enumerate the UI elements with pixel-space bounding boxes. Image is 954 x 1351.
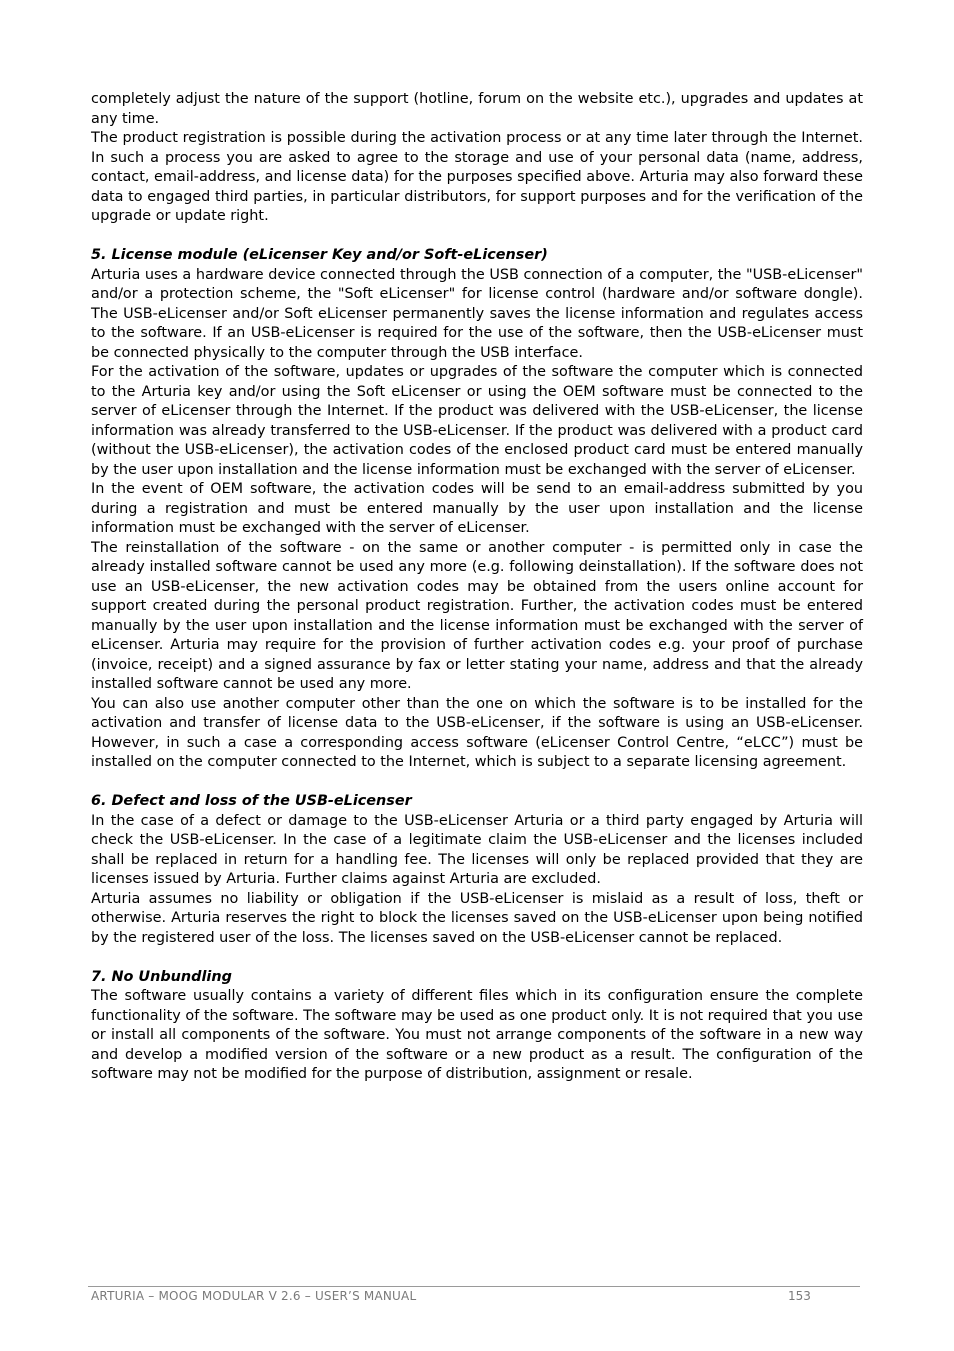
section-heading: 5. License module (eLicenser Key and/or Soft-eLicenser) [91,247,548,263]
section-paragraph: In the event of OEM software, the activation codes will be send to an email-address submitted by you during a registration and must be entered manually by the user upon installation and the license information must be exchanged with the server of eLicenser. [91,481,863,536]
section-defect-loss [91,792,863,948]
section-license-module [91,246,863,773]
intro-paragraph: The product registration is possible during the activation process or at any time later through the Internet. In such a process you are asked to agree to the storage and use of your personal data (name, address, contact, email-address, and license data) for the purposes specified above. Arturia may also forward these data to engaged third parties, in particular distributors, for support purposes and for the verification of the upgrade or update right. [91,130,863,224]
section-paragraph: For the activation of the software, updates or upgrades of the software the computer which is connected to the Arturia key and/or using the Soft eLicenser or using the OEM software must be connected to the server of eLicenser through the Internet. If the product was delivered with the USB-eLicenser, the license information was already transferred to the USB-eLicenser. If the product was delivered with a product card (without the USB-eLicenser), the activation codes of the enclosed product card must be entered manually by the user upon installation and the license information must be exchanged with the server of eLicenser. [91,364,863,478]
section-heading: 7. No Unbundling [91,968,232,985]
section-heading: 6. Defect and loss of the USB-eLicenser [91,793,412,809]
section-no-unbundling [91,968,863,1085]
section-paragraph: The reinstallation of the software - on the same or another computer - is permitted only in case the already installed software cannot be used any more (e.g. following deinstallation). If the software does not use an USB-eLicenser, the new activation codes may be obtained from the users online account for support created during the personal product registration. Further, the activation codes must be entered manually by the user upon installation and the license information must be exchanged with the server of eLicenser. Arturia may require for the provision of further activation codes e.g. your proof of purchase (invoice, receipt) and a signed assurance by fax or letter stating your name, address and that the already installed software cannot be used any more. [91,539,863,692]
intro-paragraph: completely adjust the nature of the support (hotline, forum on the website etc.), upgrades and updates at any time. [91,91,863,127]
intro-block [91,90,863,227]
section-paragraph: Arturia assumes no liability or obligation if the USB-eLicenser is mislaid as a result of loss, theft or otherwise. Arturia reserves the right to block the licenses saved on the USB-eLicenser upon being notified by the registered user of the loss. The licenses saved on the USB-eLicenser cannot be replaced. [91,890,863,946]
section-paragraph: The software usually contains a variety of different files which in its configuration ensure the complete functionality of the software. The software may be used as one product only. It is not required that you use or install all components of the software. You must not arrange components of the software in a new way and develop a modified version of the software or a new product as a result. The configuration of the software may not be modified for the purpose of distribution, assignment or resale. [91,988,863,1082]
footer-divider [88,1286,860,1287]
page-number: 153 [788,1289,811,1303]
section-paragraph: In the case of a defect or damage to the USB-eLicenser Arturia or a third party engaged by Arturia will check the USB-eLicenser. In the case of a legitimate claim the USB-eLicenser and the licenses included shall be replaced in return for a handling fee. The licenses will only be replaced provided that they are licenses issued by Arturia. Further claims against Arturia are excluded. [91,812,863,887]
section-paragraph: You can also use another computer other than the one on which the software is to be installed for the activation and transfer of license data to the USB-eLicenser, if the software is using an USB-eLicenser. However, in such a case a corresponding access software (eLicenser Control Centre, “eLCC”) must be installed on the computer connected to the Internet, which is subject to a separate licensing agreement. [91,695,863,770]
page-body [91,90,863,1085]
footer-title: ARTURIA – MOOG MODULAR V 2.6 – USER’S MANUAL [91,1289,417,1303]
section-paragraph: Arturia uses a hardware device connected through the USB connection of a computer, the "USB-eLicenser" and/or a protection scheme, the "Soft eLicenser" for license control (hardware and/or software dongle). The USB-eLicenser and/or Soft eLicenser permanently saves the license information and regulates access to the software. If an USB-eLicenser is required for the use of the software, then the USB-eLicenser must be connected physically to the computer through the USB interface. [91,266,863,361]
